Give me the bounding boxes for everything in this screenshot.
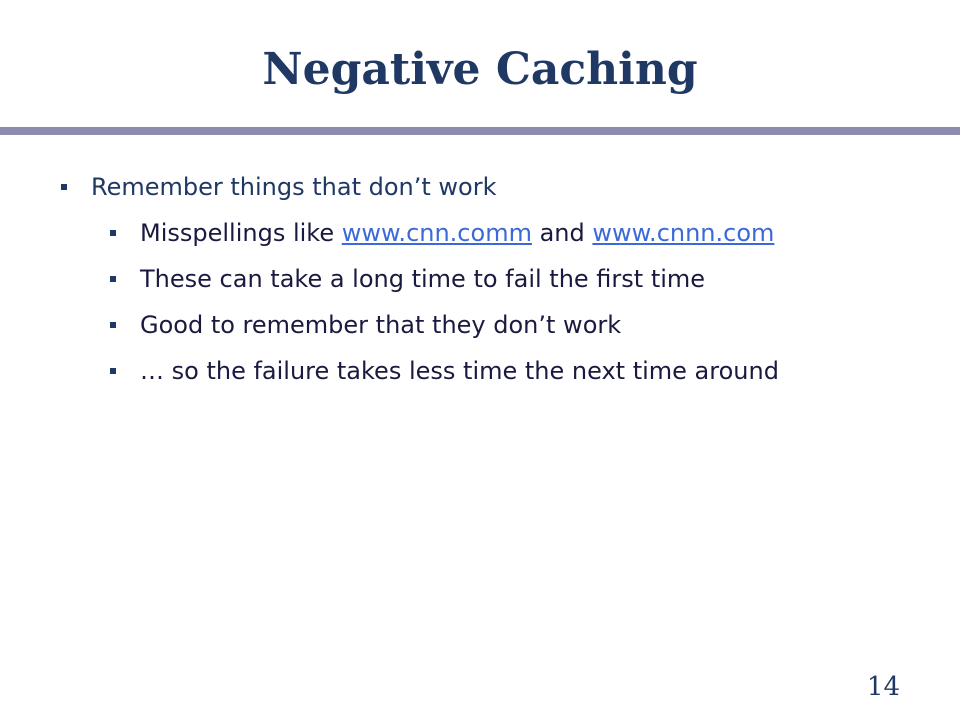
square-bullet-icon bbox=[110, 322, 116, 328]
bullet-text: These can take a long time to fail the first time bbox=[140, 265, 706, 293]
bullet-text: Remember things that don’t work bbox=[91, 173, 497, 201]
square-bullet-icon bbox=[110, 368, 116, 374]
bullet-text-prefix: Misspellings like bbox=[140, 219, 342, 247]
square-bullet-icon bbox=[110, 276, 116, 282]
bullet-long-time bbox=[110, 262, 705, 296]
bullet-text: Good to remember that they don’t work bbox=[140, 311, 622, 339]
bullet-text-mid: and bbox=[531, 219, 593, 247]
bullet-text: … so the failure takes less time the next time around bbox=[140, 357, 779, 385]
link-cnn-comm[interactable]: www.cnn.comm bbox=[341, 219, 532, 247]
title-divider bbox=[0, 127, 960, 135]
page-number: 14 bbox=[866, 672, 900, 702]
slide-title: Negative Caching bbox=[262, 44, 698, 95]
bullet-remember bbox=[61, 170, 497, 204]
square-bullet-icon bbox=[110, 230, 116, 236]
bullet-misspellings bbox=[110, 216, 774, 250]
square-bullet-icon bbox=[61, 184, 67, 190]
bullet-less-time bbox=[110, 354, 779, 388]
bullet-good-to-remember bbox=[110, 308, 621, 342]
link-cnnn-com[interactable]: www.cnnn.com bbox=[592, 219, 775, 247]
